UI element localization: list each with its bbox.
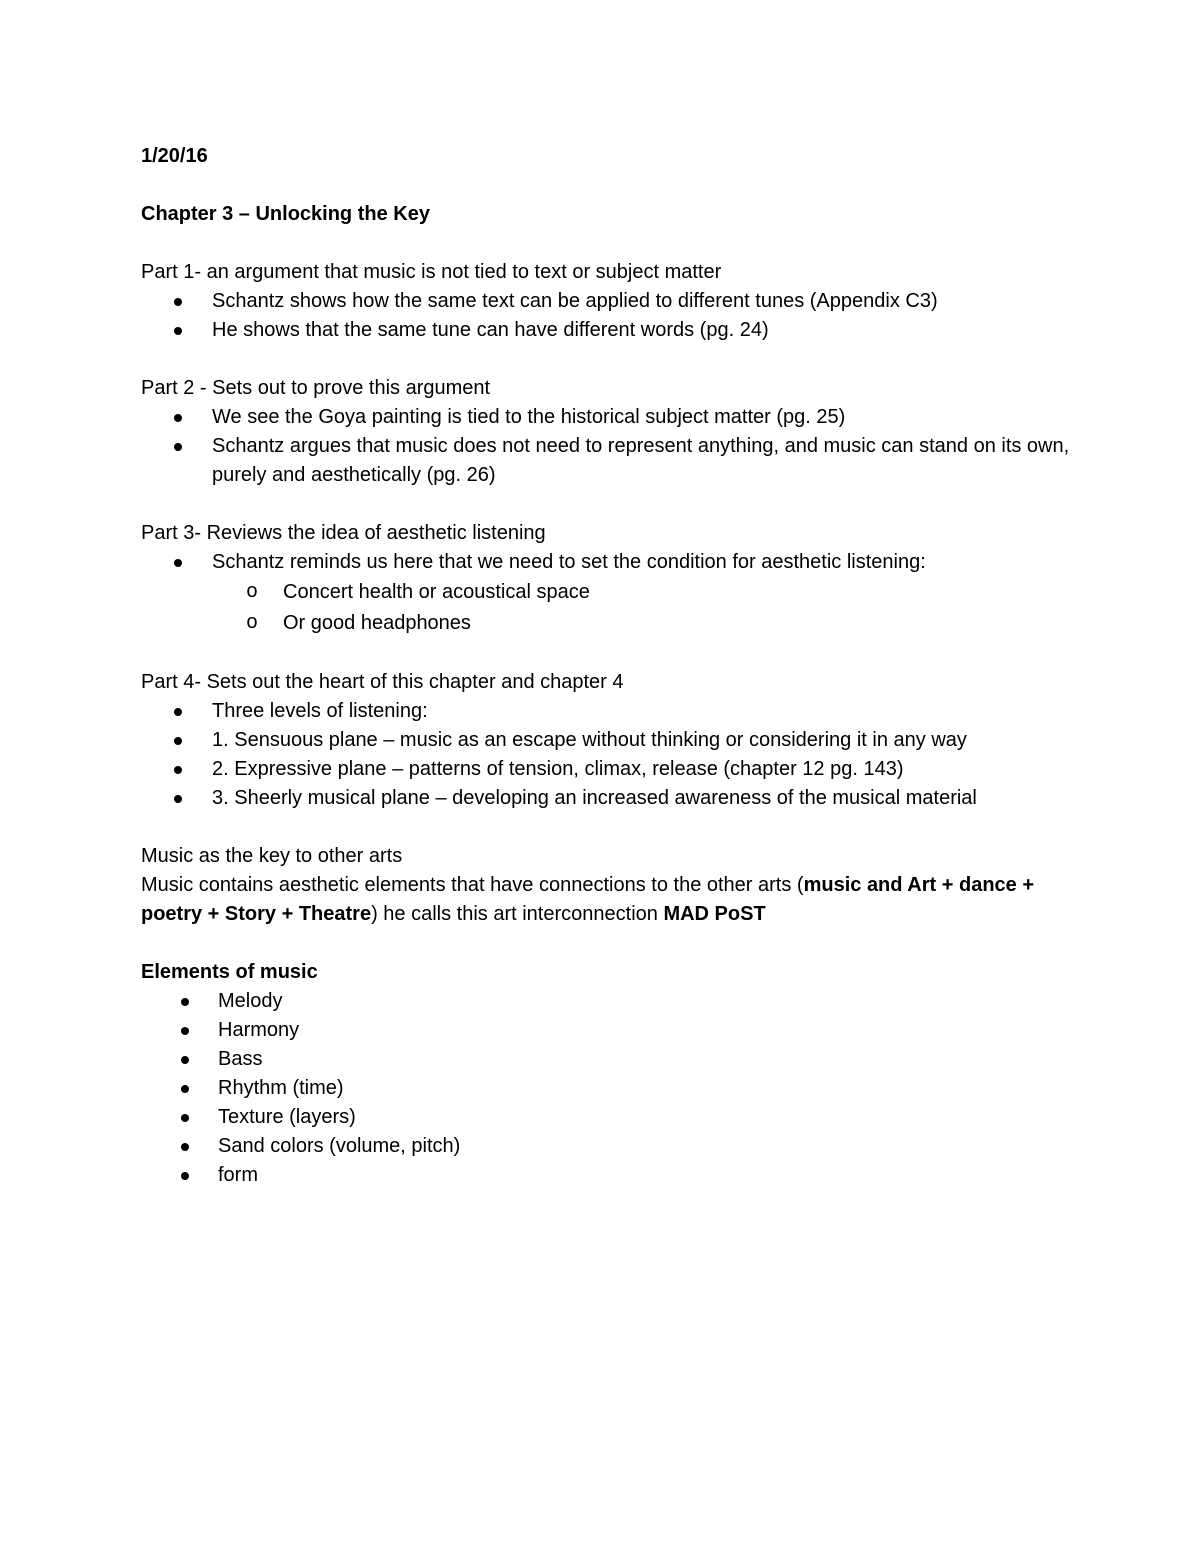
part3-bullet-list [141, 548, 1071, 577]
bullet-icon [174, 327, 182, 335]
music-key-prefix: Music contains aesthetic elements that have connections to the other arts ( [141, 874, 804, 896]
bullet-icon [174, 443, 182, 451]
bullet-icon [181, 1143, 189, 1151]
music-key-paragraph [141, 871, 1071, 929]
bullet-icon [174, 766, 182, 774]
list-item [141, 755, 1071, 784]
list-item-text: Schantz argues that music does not need to represent anything, and music can stand on its own, purely and aesthetically (pg. 26) [212, 435, 1070, 486]
list-item-text: Melody [218, 990, 283, 1012]
list-item [141, 548, 1071, 577]
bullet-icon [181, 1114, 189, 1122]
bullet-icon [174, 795, 182, 803]
spacer [141, 171, 1071, 200]
list-item-text: Three levels of listening: [212, 700, 428, 722]
part2-heading: Part 2 - Sets out to prove this argument [141, 377, 491, 399]
list-item [141, 1103, 1071, 1132]
list-item-text: Schantz reminds us here that we need to set the condition for aesthetic listening: [212, 551, 926, 573]
bullet-icon [174, 708, 182, 716]
list-item-text: Harmony [218, 1019, 300, 1041]
bullet-icon [181, 1085, 189, 1093]
sub-list-item-text: Concert health or acoustical space [283, 581, 590, 603]
part1-heading: Part 1- an argument that music is not tied to text or subject matter [141, 261, 722, 283]
list-item [141, 784, 1071, 813]
part3-sub-bullet-list [141, 577, 1071, 639]
list-item [141, 1016, 1071, 1045]
elements-heading: Elements of music [141, 961, 318, 983]
part3-heading: Part 3- Reviews the idea of aesthetic listening [141, 522, 546, 544]
bullet-icon [181, 998, 189, 1006]
bullet-icon [174, 298, 182, 306]
list-item-text: Rhythm (time) [218, 1077, 344, 1099]
chapter-title: Chapter 3 – Unlocking the Key [141, 203, 430, 225]
part4-bullet-list [141, 697, 1071, 813]
date-heading: 1/20/16 [141, 145, 208, 167]
list-item [141, 697, 1071, 726]
part2-bullet-list [141, 403, 1071, 490]
circle-bullet-icon: o [246, 612, 259, 635]
list-item-text: Sand colors (volume, pitch) [218, 1135, 461, 1157]
spacer [141, 345, 1071, 374]
list-item [141, 403, 1071, 432]
list-item [141, 432, 1071, 490]
list-item [141, 316, 1071, 345]
bullet-icon [181, 1056, 189, 1064]
music-key-middle: ) he calls this art interconnection [371, 903, 664, 925]
bullet-icon [174, 559, 182, 567]
list-item [141, 287, 1071, 316]
list-item-text: 1. Sensuous plane – music as an escape without thinking or considering it in any way [212, 729, 967, 751]
sub-list-item [141, 608, 1071, 639]
list-item [141, 987, 1071, 1016]
part1-bullet-list [141, 287, 1071, 345]
list-item-text: He shows that the same tune can have different words (pg. 24) [212, 319, 769, 341]
sub-list-item-text: Or good headphones [283, 612, 471, 634]
bullet-icon [174, 737, 182, 745]
spacer [141, 490, 1071, 519]
list-item [141, 1132, 1071, 1161]
arts-list-text: music and Art + dance + poetry + Story + Theatre [141, 874, 1035, 925]
spacer [141, 929, 1071, 958]
list-item [141, 1161, 1071, 1190]
document-content [141, 142, 1071, 1190]
list-item-text: 3. Sheerly musical plane – developing an increased awareness of the musical material [212, 787, 977, 809]
bullet-icon [174, 414, 182, 422]
list-item [141, 1045, 1071, 1074]
elements-bullet-list [141, 987, 1071, 1190]
list-item [141, 726, 1071, 755]
sub-list-item [141, 577, 1071, 608]
bullet-icon [181, 1027, 189, 1035]
bullet-icon [181, 1172, 189, 1180]
spacer [141, 813, 1071, 842]
circle-bullet-icon: o [246, 581, 259, 604]
list-item-text: Texture (layers) [218, 1106, 356, 1128]
spacer [141, 229, 1071, 258]
list-item-text: Bass [218, 1048, 263, 1070]
part4-heading: Part 4- Sets out the heart of this chapter and chapter 4 [141, 671, 624, 693]
acronym-text: MAD PoST [663, 903, 766, 925]
music-key-heading: Music as the key to other arts [141, 845, 403, 867]
list-item-text: 2. Expressive plane – patterns of tension, climax, release (chapter 12 pg. 143) [212, 758, 904, 780]
list-item-text: Schantz shows how the same text can be applied to different tunes (Appendix C3) [212, 290, 938, 312]
list-item-text: We see the Goya painting is tied to the historical subject matter (pg. 25) [212, 406, 846, 428]
list-item [141, 1074, 1071, 1103]
list-item-text: form [218, 1164, 258, 1186]
spacer [141, 639, 1071, 668]
